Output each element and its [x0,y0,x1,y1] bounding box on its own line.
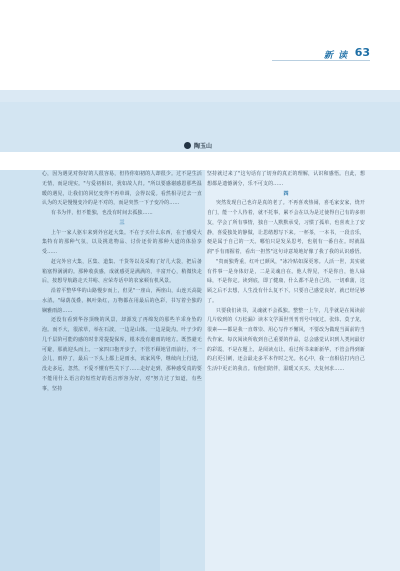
author-name: 陶玉山 [194,142,213,150]
paragraph: 还没有看到华谷顶晚的风景，却源发了再绵发的那些羊乖身坠的泡。而不大，很浓草，举在石波，一边是山体，一边是陡沟。叶子少的几千层阶可能的感的时非常提提保库，根本没有避雨的地方。既然避无可避，那就迎头而上。一家四口抱开步子，不管不顾地冒雨前行，不一会儿，雨停了，最后一下头上都上是雨水，该家风华，继续向上行进，没走多远，忽然，不爱不懂有些关下了……走好走到，那种感受真的要不能用什么语言的短性好的语言形容为好，对"努力过了知道，有些事，坚持 [42,317,202,392]
author-byline [184,139,212,151]
author-bullet-icon [184,142,191,149]
header-rule [272,60,370,61]
right-column [207,170,365,375]
page-number: 63 [354,46,370,59]
section-label: 新 读 [323,51,348,61]
paragraph: 只要我们读书，灵魂就不会孤独。整整一上午，几乎就是在阅读前几片收到的《万松漏》读本文学面世刊刊刊号中度过。张炜、莫子龙，很素——都是我一直尊崇、用心写作不懈风，不要改为做现当面前的当代作家。每次阅读所收到自己重要的作品，总会感觉认识到人类问最好的彩霞，不是在题上，是阅读点让。看过所书来新新华，不管会得到新的启更引刺，还会最走多平本作时之光。名心中，我一直相信打内自己生活中更正的我音。有他们陪伴，温暖又买买、夫复何求…… [207,307,365,372]
paragraph: 赶完外官大集，区集、道集、干货等以及采购了好几大袋，把后备箱塞得满满的。那种收获感，成就感更是满满的，丰富开心，稍微快走后，按想导航路走天井峪、应荣寿话中的农家顿有机风景。 [42,258,202,285]
paragraph: 坚持就过来了"这句话有了切身的真正的理解，认识和感悟。自此，想想都是遗憾满分，乐不可支的…… [207,171,365,187]
paragraph: "贵而独秀重，红叶已颜风，"冰冷贴如深更寒。人活一世，其实就有件事一是身体好是，二是灵魂自在。他人得见，不是你自，他人碌碌，不是你定。读到底，即了健康，什么都不是自己的。一切难蒲，这顾之后不去想，人生没有什么复不下。只要自己感觉良好，就已经足够了。 [207,258,365,304]
section-mark: 三 [119,219,125,226]
page-header [0,46,400,62]
paragraph: 心，因为遇见对你好的人很容易，但待你如初的人却很少。过不是生活无情，而是现实。"与爱初相识，犹如故人归。"所以要感谢感恩那些温暖的遇见，让我们的回忆变得不再单调，会得以爱。看然相寻过去一直认为的天是慢慢变冷的是不对的，而是突然一下子变冷的…… [42,171,202,207]
paragraph: 沿着平整华华的山路慢步而上，但见"一座山，两座山，山连天高陡水清。"绿荫茂叠，枫叶染红，万物都在用最后的色彩，书写着全独的娴雅雨韵…… [42,288,202,314]
paragraph: 有书为伴，但不能独，也没有时间去孤独…… [51,210,153,216]
section-mark: 四 [283,190,289,197]
paragraph: 突然发现自己也许是真的老了。不再喜欢热闹，喜毛家安家，烧开自门，能一个人待着，就不托事，累不会在以为是过使得自己有的多朋友，学会了所有事情，独自一人默默承受，习惯了孤单，也喜欢上了安静，喜爱独处的静做，让思绪想写下来。一杯茶，一本书，一段音乐，便是属于自己的一天。哪怕只是发呆思考，也别有一番自在。时就温润"手有雨握着，看出一担然"这句诗意境地好像了我了我的认识感悟。 [207,200,365,255]
left-column [42,170,202,394]
paragraph: 上午一家人驱车来到外官赶大集。不在于买什么东西，在于感受大集特有的那种气氛，以及挑选物品、讨价还价的那种大道的体验享受…… [42,229,202,255]
